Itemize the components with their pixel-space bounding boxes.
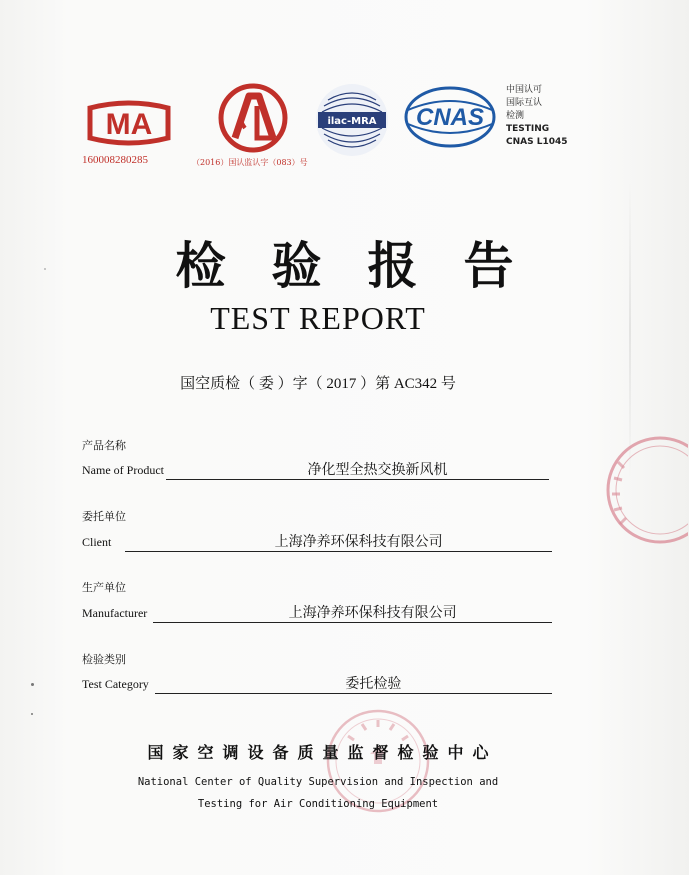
cnas-logo (404, 86, 496, 148)
cnas-line-2: 国际互认 (506, 98, 543, 108)
report-number: 国空质检（ 委 ）字（ 2017 ）第 AC342 号 (180, 376, 456, 392)
cma-logo-text: MA (105, 108, 153, 141)
product-name-line (166, 459, 549, 480)
product-name-label-en: Name of Product (82, 463, 164, 477)
cnas-logo-text: CNAS (415, 104, 485, 131)
cnas-line-5: CNAS L1045 (506, 137, 568, 147)
center-name-english-line-1: National Center of Quality Supervision and Inspection and (137, 776, 499, 788)
cnas-line-1: 中国认可 (506, 85, 543, 95)
manufacturer-row (82, 601, 552, 623)
scan-speck (44, 268, 46, 270)
test-category-label-en: Test Category (82, 677, 149, 691)
product-name-value: 净化型全热交换新风机 (307, 462, 448, 478)
scan-speck (31, 683, 34, 686)
cnas-accreditation-text (506, 84, 568, 149)
test-category-line (155, 673, 552, 694)
cma-logo (84, 100, 174, 146)
report-title-chinese: 检验报告 (175, 237, 560, 295)
client-value: 上海净养环保科技有限公司 (274, 534, 443, 550)
cnas-line-4: TESTING (506, 124, 550, 134)
client-row (82, 530, 552, 552)
scan-speck (31, 713, 33, 715)
report-title-english: TEST REPORT (210, 300, 426, 336)
center-name-english-line-2: Testing for Air Conditioning Equipment (197, 798, 439, 810)
ilac-mra-logo-text: ilac-MRA (327, 116, 377, 127)
cal-certificate-caption: （2016）国认监认字（083）号 (192, 158, 308, 167)
test-category-row (82, 672, 552, 694)
cal-logo-text: CAL (217, 82, 220, 83)
product-name-label-cn: 产品名称 (82, 439, 126, 452)
product-name-row (82, 458, 549, 480)
partial-red-seal-right (598, 432, 688, 548)
manufacturer-label-cn: 生产单位 (82, 581, 126, 594)
manufacturer-line (153, 602, 552, 623)
manufacturer-value: 上海净养环保科技有限公司 (288, 605, 457, 621)
ilac-mra-logo (314, 82, 390, 158)
test-category-value: 委托检验 (345, 676, 402, 692)
client-line (125, 531, 552, 552)
client-label-en: Client (82, 535, 112, 549)
cma-certificate-number: 160008280285 (82, 154, 148, 166)
client-label-cn: 委托单位 (82, 510, 126, 523)
test-category-label-cn: 检验类别 (82, 653, 126, 666)
cal-logo (217, 82, 289, 154)
manufacturer-label-en: Manufacturer (82, 606, 148, 620)
cnas-line-3: 检测 (506, 111, 525, 121)
center-name-chinese: 国家空调设备质量监督检验中心 (147, 743, 498, 762)
